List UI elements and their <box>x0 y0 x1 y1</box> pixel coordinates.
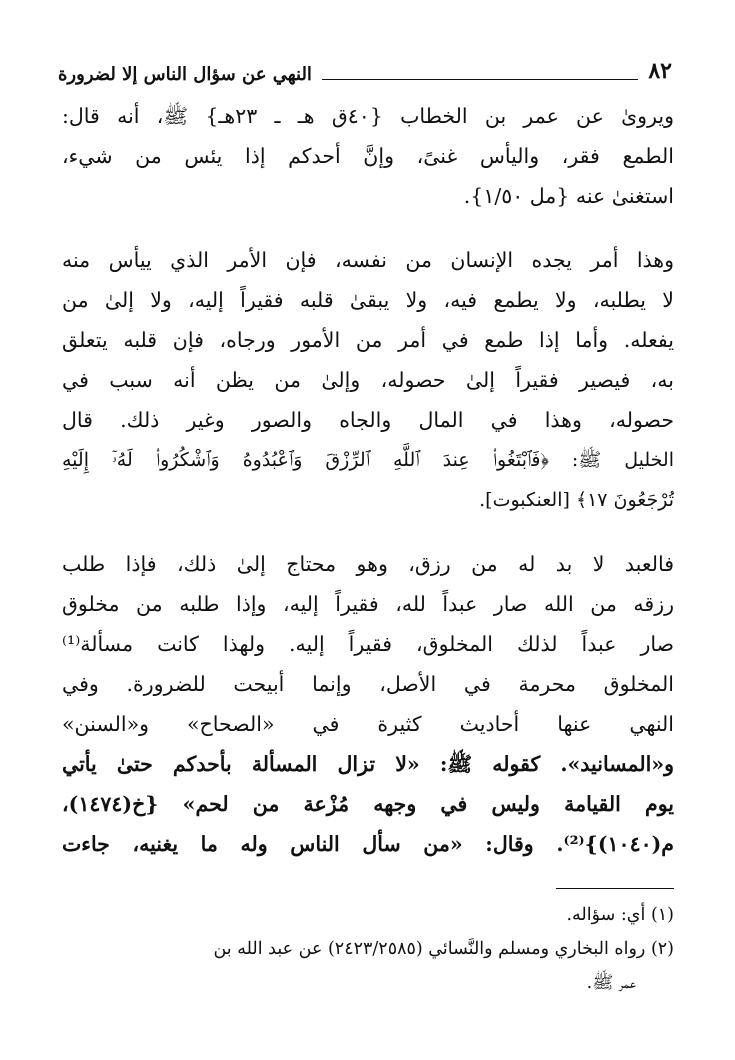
text-line: النهي عنها أحاديث كثيرة في «الصحاح» و«السنن» <box>62 712 674 736</box>
text-line: وهذا أمر يجده الإنسان من نفسه، فإن الأمر الذي ييأس منه <box>62 248 674 272</box>
page-number: ٨٢ <box>648 58 672 84</box>
hadith-line: و«المسانيد». كقوله ﷺ: «لا تزال المسألة بأحدكم حتىٰ يأتي <box>62 752 674 776</box>
text-line: صار عبداً لذلك المخلوق، فقيراً إليه. ولهذا كانت مسألة⁽¹⁾ <box>62 632 674 656</box>
text-line: الطمع فقر، واليأس غنىً، وإنَّ أحدكم إذا يئس من شيء، <box>62 144 674 168</box>
text-line: ويروىٰ عن عمر بن الخطاب {٤٠ق هـ ـ ٢٣هـ} ﷺ، أنه قال: <box>62 104 674 128</box>
quran-verse-line: الخليل ﷺ: ﴿فَٱبْتَغُوا۟ عِندَ ٱللَّهِ ٱلرِّزْقَ وَٱعْبُدُوهُ وَٱشْكُرُوا۟ لَهُۥٓ إِلَيْهِ <box>62 449 674 471</box>
text-line: به، فيصير فقيراً إلىٰ حصوله، وإلىٰ من يظن أنه سبب في <box>62 368 674 392</box>
footnotes <box>62 898 674 1000</box>
hadith-line: م(١٠٤٠)}⁽²⁾. وقال: «من سأل الناس وله ما يغنيه، جاءت <box>62 832 674 856</box>
paragraph-2 <box>62 240 674 520</box>
footnote-separator <box>556 888 674 889</box>
body-text <box>62 96 674 864</box>
text-line: فالعبد لا بد له من رزق، وهو محتاج إلىٰ ذلك، فإذا طلب <box>62 552 674 576</box>
paragraph-gap <box>62 216 674 240</box>
text-line: استغنىٰ عنه {مل ١/٥٠}. <box>463 184 674 208</box>
text-line: حصوله، وهذا في المال والجاه والصور وغير ذلك. قال <box>62 408 674 432</box>
paragraph-gap <box>62 520 674 544</box>
footnote-1 <box>62 898 674 932</box>
footnote-2 <box>62 932 674 966</box>
text-line: رزقه من الله صار عبداً لله، فقيراً إليه، وإذا طلبه من مخلوق <box>62 592 674 616</box>
header-rule <box>322 79 638 80</box>
footnote-text: رواه البخاري ومسلم والنَّسائي (٢٤٢٣/٢٥٨٥) عن عبد الله بن <box>213 939 646 959</box>
footnote-2-continuation: عمر ﷺ. <box>586 973 636 993</box>
footnote-text: أي: سؤاله. <box>566 905 646 925</box>
page-header <box>58 56 672 90</box>
text-line: يفعله. وأما إذا طمع في أمر من الأمور ورجاه، فإن قلبه يتعلق <box>62 328 674 352</box>
footnote-number: (٢) <box>650 939 674 959</box>
quran-verse-line: تُرْجَعُونَ ١٧﴾ [العنكبوت]. <box>479 489 674 511</box>
text-line: لا يطلبه، ولا يطمع فيه، ولا يبقىٰ قلبه فقيراً إليه، ولا إلىٰ من <box>62 288 674 312</box>
text-line: المخلوق محرمة في الأصل، وإنما أبيحت للضرورة. وفي <box>62 672 674 696</box>
paragraph-1 <box>62 96 674 216</box>
hadith-line: يوم القيامة وليس في وجهه مُزْعة من لحم» {خ(١٤٧٤)، <box>62 792 674 816</box>
running-title: النهي عن سؤال الناس إلا لضرورة <box>58 64 312 85</box>
paragraph-3 <box>62 544 674 864</box>
footnote-number: (١) <box>650 905 674 925</box>
